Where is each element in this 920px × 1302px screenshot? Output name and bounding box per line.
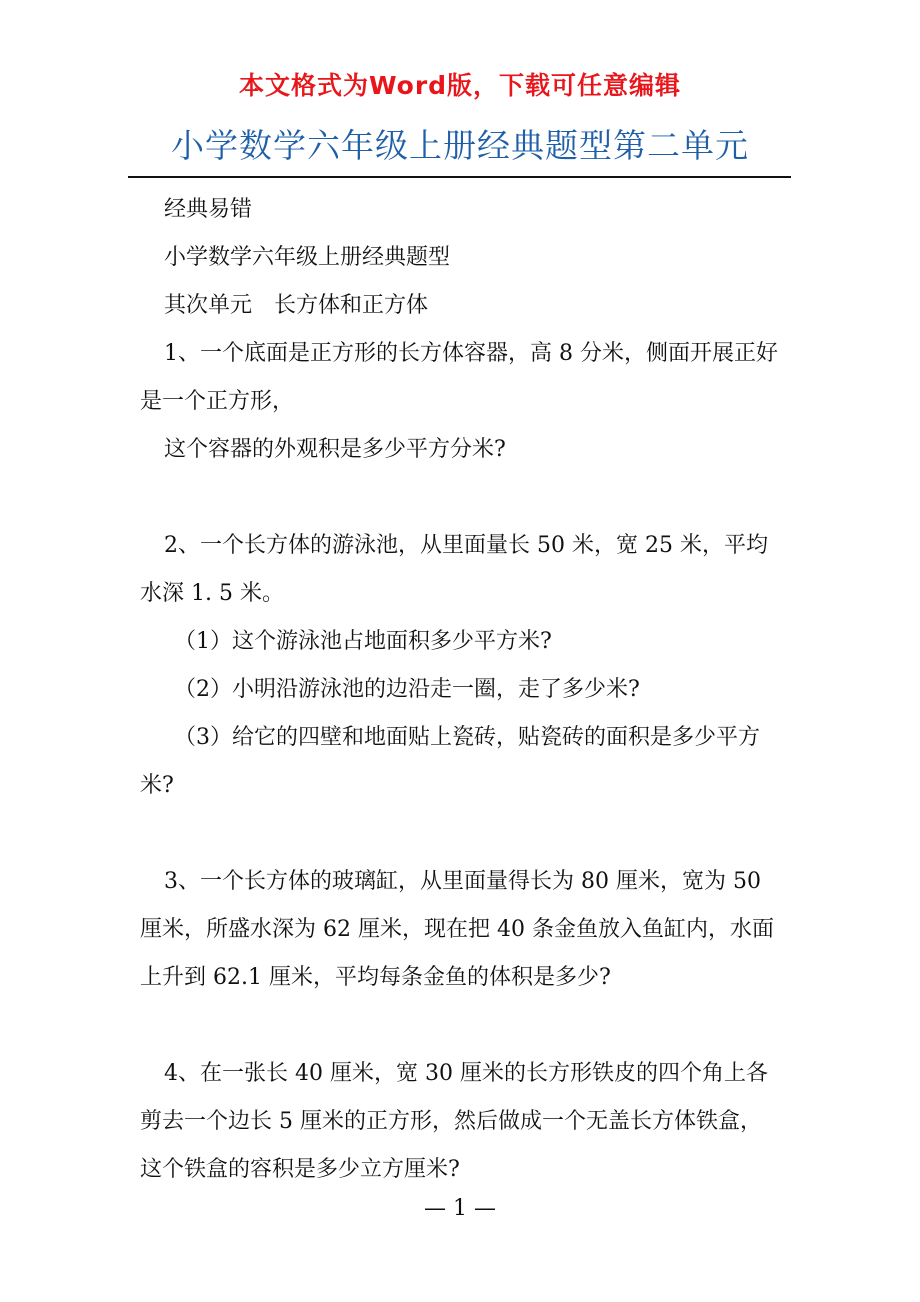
- intro-line: 其次单元 长方体和正方体: [164, 293, 429, 318]
- question-3-stem: 3、一个长方体的玻璃缸，从里面量得长为 80 厘米，宽为 50 厘米，所盛水深为 62 厘米，现在把 40 条金鱼放入鱼缸内，水面上升到 62.1 厘米，平均每条金鱼的体积是多少?: [140, 869, 774, 990]
- question-2-part-1: （1）这个游泳池占地面积多少平方米?: [174, 629, 552, 654]
- page-number: — 1 —: [424, 1196, 496, 1221]
- intro-line: 小学数学六年级上册经典题型: [164, 245, 451, 270]
- intro-line: 经典易错: [164, 197, 253, 222]
- question-4-stem: 4、在一张长 40 厘米，宽 30 厘米的长方形铁皮的四个角上各剪去一个边长 5 厘米的正方形，然后做成一个无盖长方体铁盒，这个铁盒的容积是多少立方厘米?: [140, 1061, 768, 1182]
- title-divider: [128, 176, 791, 178]
- question-2-part-3: （3）给它的四壁和地面贴上瓷砖，贴瓷砖的面积是多少平方米?: [140, 725, 760, 798]
- question-1-ask: 这个容器的外观积是多少平方分米?: [164, 437, 506, 462]
- document-body: [140, 186, 782, 1194]
- spacer: [140, 474, 782, 522]
- spacer: [140, 810, 782, 858]
- question-2-stem: 2、一个长方体的游泳池，从里面量长 50 米，宽 25 米，平均水深 1. 5 米。: [140, 533, 768, 606]
- question-2-part-2: （2）小明沿游泳池的边沿走一圈，走了多少米?: [174, 677, 640, 702]
- spacer: [140, 1002, 782, 1050]
- question-1-stem: 1、一个底面是正方形的长方体容器，高 8 分米，侧面开展正好是一个正方形，: [140, 341, 778, 414]
- document-title: 小学数学六年级上册经典题型第二单元: [171, 126, 749, 165]
- download-banner: 本文格式为Word版，下载可任意编辑: [238, 71, 682, 100]
